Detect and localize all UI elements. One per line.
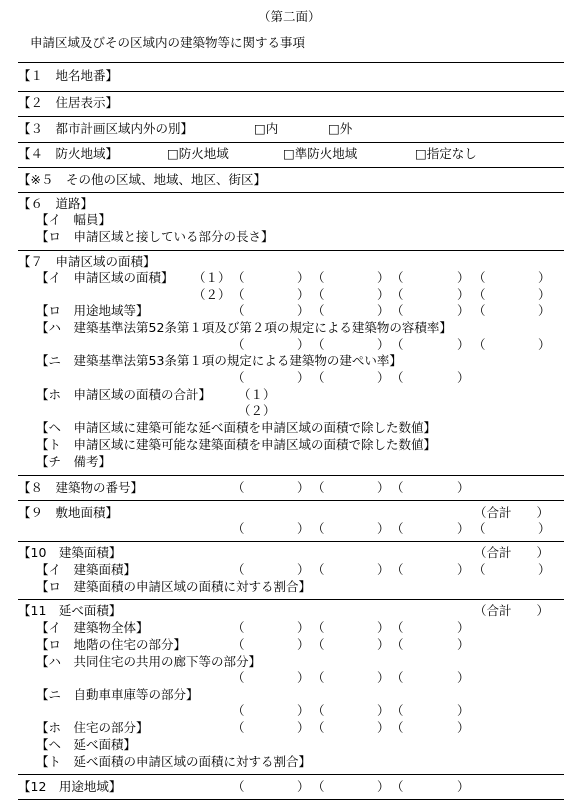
value-field-paren: （	[312, 270, 325, 285]
value-field-paren: （	[391, 637, 404, 652]
value-field-paren: ）	[538, 337, 551, 352]
value-field-paren: （	[391, 703, 404, 718]
value-field-paren: ）	[457, 562, 470, 577]
value-field-paren: （	[473, 303, 486, 318]
divider	[18, 142, 564, 143]
value-field-paren: ）	[297, 480, 310, 495]
field-road-frontage: 【ロ 申請区域と接している部分の長さ】	[36, 229, 274, 244]
value-field-paren: （	[312, 303, 325, 318]
checkbox-inside[interactable]: □内	[254, 121, 279, 136]
field-floor-area-ratio: 【ト 延べ面積の申請区域の面積に対する割合】	[36, 754, 312, 769]
value-field-paren: （	[473, 287, 486, 302]
field-lot-number: 【１ 地名地番】	[18, 68, 119, 83]
label-2: （２）	[238, 403, 276, 418]
field-address: 【２ 住居表示】	[18, 95, 119, 110]
value-field-paren: （	[391, 521, 404, 536]
value-field-paren: ）	[377, 703, 390, 718]
field-building-number: 【８ 建築物の番号】	[18, 480, 144, 495]
value-field-paren: （	[232, 562, 245, 577]
divider	[18, 192, 564, 193]
value-field-paren: （	[391, 287, 404, 302]
value-field-paren: （	[391, 779, 404, 794]
value-field-paren: （	[391, 720, 404, 735]
building-area-total: （合計 ）	[474, 545, 550, 560]
value-field-paren: ）	[377, 480, 390, 495]
value-field-paren: ）	[538, 521, 551, 536]
field-area-i: 【イ 申請区域の面積】	[36, 270, 174, 285]
value-field-paren: ）	[457, 521, 470, 536]
value-field-paren: ）	[297, 287, 310, 302]
value-field-paren: （	[391, 562, 404, 577]
value-field-paren: （	[473, 337, 486, 352]
value-field-paren: （	[391, 620, 404, 635]
value-field-paren: （	[232, 370, 245, 385]
divider	[18, 250, 564, 251]
value-field-paren: （	[312, 620, 325, 635]
value-field-paren: ）	[457, 703, 470, 718]
value-field-paren: ）	[377, 670, 390, 685]
value-field-paren: ）	[457, 287, 470, 302]
value-field-paren: ）	[297, 620, 310, 635]
value-field-paren: （	[312, 337, 325, 352]
value-field-paren: ）	[297, 703, 310, 718]
field-common-corridor: 【ハ 共同住宅の共用の廊下等の部分】	[36, 654, 262, 669]
value-field-paren: ）	[457, 670, 470, 685]
field-coverage-quotient: 【ト 申請区域に建築可能な建築面積を申請区域の面積で除した数値】	[36, 437, 437, 452]
value-field-paren: ）	[297, 270, 310, 285]
field-fire-zone: 【４ 防火地域】	[18, 146, 119, 161]
field-use-district-12: 【12 用途地域】	[18, 779, 122, 794]
value-field-paren: （	[312, 287, 325, 302]
value-field-paren: （	[312, 703, 325, 718]
divider	[18, 799, 564, 800]
value-field-paren: ）	[538, 562, 551, 577]
site-area-total: （合計 ）	[474, 505, 550, 520]
checkbox-semi-fire-zone[interactable]: □準防火地域	[283, 146, 358, 161]
value-field-paren: ）	[457, 637, 470, 652]
value-field-paren: ）	[297, 521, 310, 536]
divider	[18, 599, 564, 600]
value-field-paren: ）	[538, 287, 551, 302]
total-floor-area-total: （合計 ）	[474, 603, 550, 618]
value-field-paren: （	[473, 270, 486, 285]
field-area-total: 【ホ 申請区域の面積の合計】	[36, 387, 212, 402]
checkbox-fire-zone[interactable]: □防火地域	[167, 146, 229, 161]
value-field-paren: ）	[457, 337, 470, 352]
value-field-paren: ）	[297, 720, 310, 735]
value-field-paren: （	[232, 480, 245, 495]
value-field-paren: （	[312, 562, 325, 577]
value-field-paren: （	[312, 637, 325, 652]
value-field-paren: ）	[457, 303, 470, 318]
field-site-area: 【９ 敷地面積】	[18, 505, 119, 520]
field-road: 【６ 道路】	[18, 196, 94, 211]
divider	[18, 774, 564, 775]
value-field-paren: ）	[297, 370, 310, 385]
field-housing-part: 【ホ 住宅の部分】	[36, 720, 149, 735]
value-field-paren: （	[232, 287, 245, 302]
divider	[18, 62, 564, 63]
label-2: （２）	[193, 287, 231, 302]
value-field-paren: ）	[377, 620, 390, 635]
value-field-paren: ）	[457, 779, 470, 794]
field-road-width: 【イ 幅員】	[36, 212, 112, 227]
field-building-area: 【10 建築面積】	[18, 545, 122, 560]
field-building-coverage: 【ニ 建築基準法第53条第１項の規定による建築物の建ぺい率】	[36, 353, 402, 368]
field-city-planning-area: 【３ 都市計画区域内外の別】	[18, 121, 194, 136]
field-far-quotient: 【ヘ 申請区域に建築可能な延べ面積を申請区域の面積で除した数値】	[36, 420, 437, 435]
value-field-paren: ）	[297, 637, 310, 652]
checkbox-outside[interactable]: □外	[328, 121, 353, 136]
value-field-paren: ）	[538, 303, 551, 318]
value-field-paren: ）	[297, 670, 310, 685]
field-use-district: 【ロ 用途地域等】	[36, 303, 149, 318]
value-field-paren: （	[232, 637, 245, 652]
value-field-paren: （	[232, 779, 245, 794]
value-field-paren: （	[391, 480, 404, 495]
label-1: （１）	[193, 270, 231, 285]
divider	[18, 91, 564, 92]
value-field-paren: ）	[377, 303, 390, 318]
value-field-paren: （	[312, 670, 325, 685]
value-field-paren: （	[312, 779, 325, 794]
field-floor-area: 【ヘ 延べ面積】	[36, 737, 137, 752]
value-field-paren: ）	[297, 562, 310, 577]
value-field-paren: （	[391, 370, 404, 385]
value-field-paren: （	[232, 703, 245, 718]
field-building-area-ratio: 【ロ 建築面積の申請区域の面積に対する割合】	[36, 579, 312, 594]
value-field-paren: （	[312, 521, 325, 536]
value-field-paren: （	[232, 337, 245, 352]
value-field-paren: ）	[457, 370, 470, 385]
value-field-paren: （	[232, 670, 245, 685]
value-field-paren: ）	[377, 270, 390, 285]
divider	[18, 167, 564, 168]
value-field-paren: ）	[377, 779, 390, 794]
value-field-paren: （	[232, 720, 245, 735]
value-field-paren: （	[232, 521, 245, 536]
value-field-paren: ）	[377, 637, 390, 652]
divider	[18, 475, 564, 476]
field-other-districts: 【※５ その他の区域、地域、地区、街区】	[18, 172, 266, 187]
value-field-paren: （	[391, 303, 404, 318]
page-label: （第二面）	[258, 9, 321, 24]
checkbox-not-designated[interactable]: □指定なし	[415, 146, 477, 161]
value-field-paren: ）	[377, 337, 390, 352]
value-field-paren: （	[312, 480, 325, 495]
value-field-paren: ）	[377, 720, 390, 735]
divider	[18, 541, 564, 542]
value-field-paren: （	[232, 270, 245, 285]
field-remarks: 【チ 備考】	[36, 454, 112, 469]
value-field-paren: （	[391, 670, 404, 685]
field-floor-area-ratio: 【ハ 建築基準法第52条第１項及び第２項の規定による建築物の容積率】	[36, 320, 452, 335]
value-field-paren: ）	[457, 620, 470, 635]
value-field-paren: （	[473, 521, 486, 536]
value-field-paren: ）	[457, 270, 470, 285]
value-field-paren: ）	[377, 521, 390, 536]
value-field-paren: ）	[297, 337, 310, 352]
divider	[18, 500, 564, 501]
value-field-paren: ）	[377, 562, 390, 577]
value-field-paren: ）	[297, 779, 310, 794]
value-field-paren: ）	[377, 287, 390, 302]
field-garage: 【ニ 自動車車庫等の部分】	[36, 687, 199, 702]
value-field-paren: ）	[538, 270, 551, 285]
field-whole-building: 【イ 建築物全体】	[36, 620, 149, 635]
value-field-paren: （	[312, 720, 325, 735]
value-field-paren: （	[391, 270, 404, 285]
value-field-paren: （	[312, 370, 325, 385]
value-field-paren: ）	[457, 480, 470, 495]
field-basement-housing: 【ロ 地階の住宅の部分】	[36, 637, 187, 652]
field-building-area-i: 【イ 建築面積】	[36, 562, 137, 577]
value-field-paren: （	[232, 303, 245, 318]
field-area: 【７ 申請区域の面積】	[18, 254, 156, 269]
value-field-paren: （	[232, 620, 245, 635]
value-field-paren: （	[473, 562, 486, 577]
field-total-floor-area: 【11 延べ面積】	[18, 603, 122, 618]
value-field-paren: ）	[377, 370, 390, 385]
form-heading: 申請区域及びその区域内の建築物等に関する事項	[30, 35, 306, 50]
value-field-paren: （	[391, 337, 404, 352]
value-field-paren: ）	[297, 303, 310, 318]
label-1: （１）	[238, 387, 276, 402]
divider	[18, 116, 564, 117]
value-field-paren: ）	[457, 720, 470, 735]
